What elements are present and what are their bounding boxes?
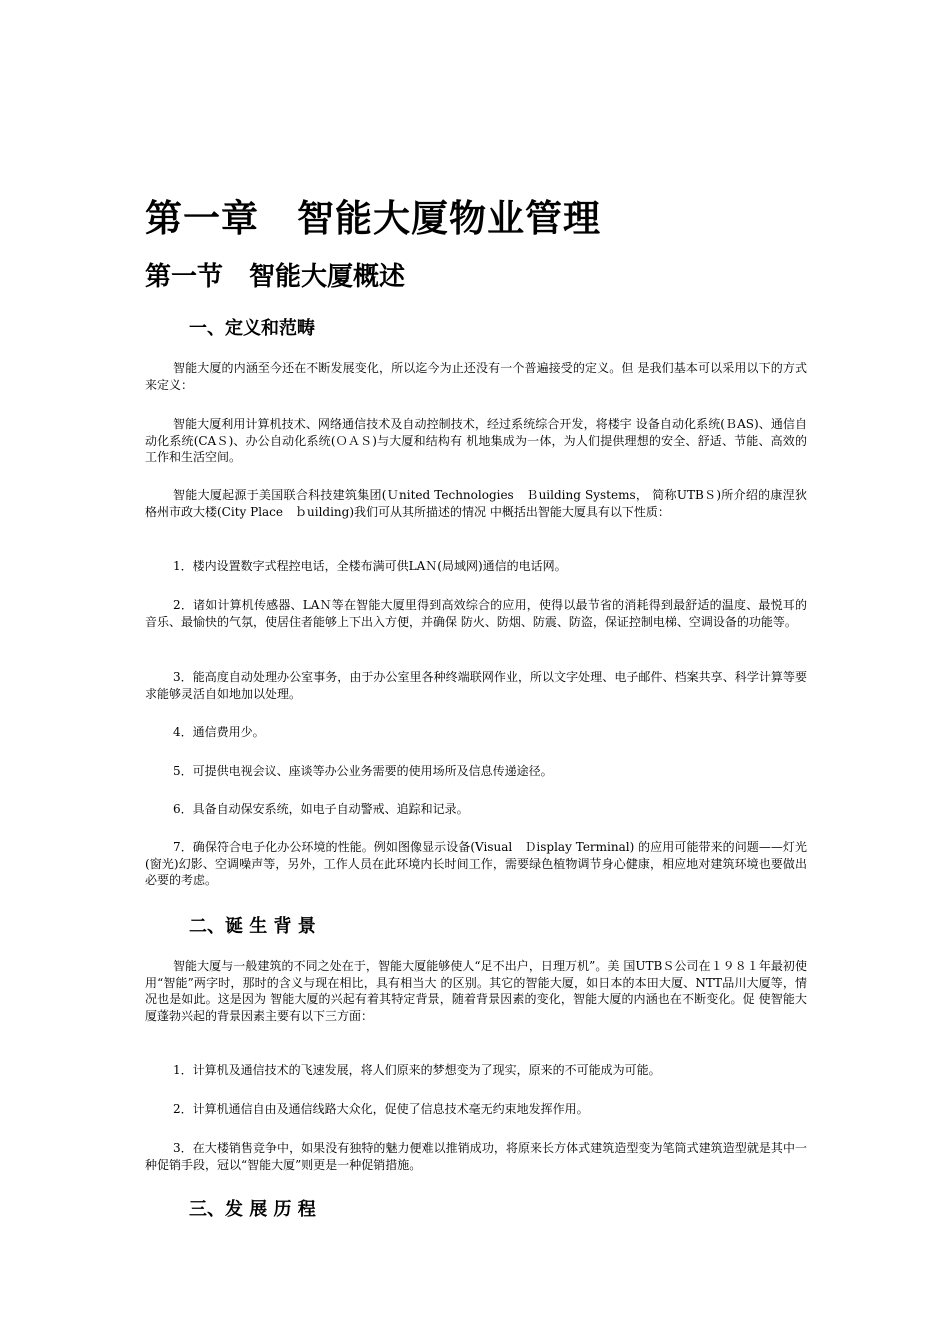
list-item: 5．可提供电视会议、座谈等办公业务需要的使用场所及信息传递途径。 — [173, 764, 553, 778]
list-item: 2．计算机通信自由及通信线路大众化，促使了信息技术毫无约束地发挥作用。 — [173, 1102, 589, 1116]
list-item: 3．在大楼销售竞争中，如果没有独特的魅力便难以推销成功，将原来长方体式建筑造型变为笔筒式建筑造型就是其中一种促销手段，冠以“智能大厦”则更是一种促销措施。 — [145, 1141, 807, 1172]
paragraph: 智能大厦的内涵至今还在不断发展变化，所以迄今为止还没有一个普遍接受的定义。但 是我们基本可以采用以下的方式来定义： — [145, 361, 807, 392]
heading-background: 二、诞 生 背 景 — [189, 916, 316, 937]
list-item: 6．具备自动保安系统，如电子自动警戒、追踪和记录。 — [173, 802, 469, 816]
heading-definition: 一、定义和范畴 — [189, 318, 315, 339]
list-item: 7．确保符合电子化办公环境的性能。例如图像显示设备(Visual Ｄisplay Terminal) 的应用可能带来的问题——灯光(窗光)幻影、空调噪声等，另外，工作人员在此环境内长时间工作，需要绿色植物调节身心健康，相应地对建筑环境也要做出必要的考虑。 — [145, 840, 807, 887]
section-title: 第一节 智能大厦概述 — [145, 262, 406, 292]
paragraph: 智能大厦起源于美国联合科技建筑集团(Ｕnited Technologies Ｂuilding Systems， 简称UTBＳ)所介绍的康涅狄格州市政大楼(City Place ｂuilding)我们可从其所描述的情况 中概括出智能大厦具有以下性质： — [145, 488, 807, 519]
list-item: 1．楼内设置数字式程控电话，全楼布满可供LAＮ(局域网)通信的电话网。 — [173, 559, 567, 573]
list-item: 1．计算机及通信技术的飞速发展，将人们原来的梦想变为了现实，原来的不可能成为可能。 — [173, 1063, 661, 1077]
list-item: 4．通信费用少。 — [173, 725, 265, 739]
heading-history: 三、发 展 历 程 — [189, 1199, 316, 1220]
chapter-title: 第一章 智能大厦物业管理 — [145, 197, 601, 240]
list-item: 2．诸如计算机传感器、LAＮ等在智能大厦里得到高效综合的应用，使得以最节省的消耗得到最舒适的温度、最悦耳的音乐、最愉快的气氛，使居住者能够上下出入方便，并确保 防火、防烟、防震、防盗，保证控制电梯、空调设备的功能等。 — [145, 598, 807, 629]
paragraph: 智能大厦利用计算机技术、网络通信技术及自动控制技术，经过系统综合开发，将楼宇 设备自动化系统(ＢAS)、通信自动化系统(CAＳ)、办公自动化系统(ＯＡＳ)与大厦和结构有 机地集成为一体，为人们提供理想的安全、舒适、节能、高效的工作和生活空间。 — [145, 417, 807, 464]
list-item: 3．能高度自动处理办公室事务，由于办公室里各种终端联网作业，所以文字处理、电子邮件、档案共享、科学计算等要求能够灵活自如地加以处理。 — [145, 670, 807, 701]
paragraph: 智能大厦与一般建筑的不同之处在于，智能大厦能够使人“足不出户，日理万机”。美 国UTBＳ公司在１９８１年最初使用“智能”两字时，那时的含义与现在相比，具有相当大 的区别。其它的智能大厦，如日本的本田大厦、NTT品川大厦等，情况也是如此。这是因为 智能大厦的兴起有着其特定背景，随着背景因素的变化，智能大厦的内涵也在不断变化。促 使智能大厦蓬勃兴起的背景因素主要有以下三方面： — [145, 959, 807, 1023]
